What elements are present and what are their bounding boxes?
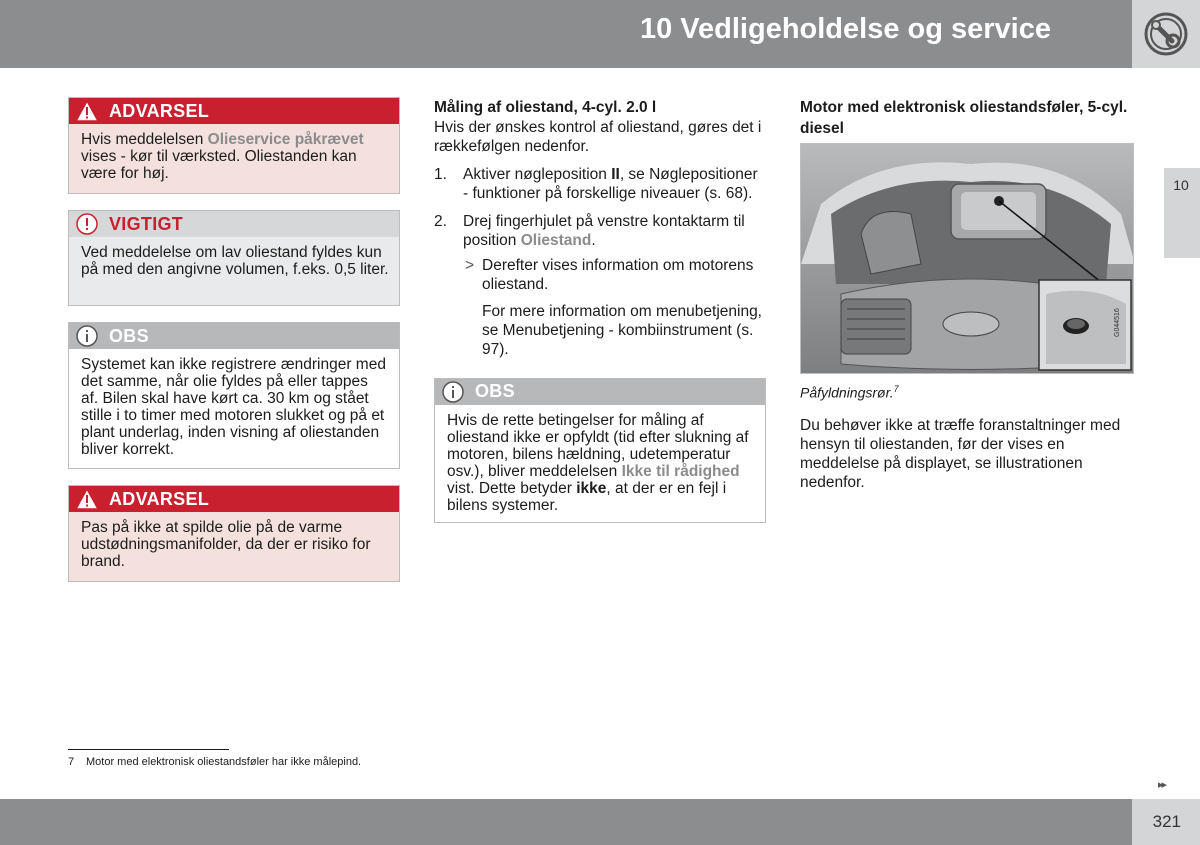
image-caption bbox=[800, 380, 1134, 403]
footnote-ref[interactable]: 7 bbox=[893, 384, 899, 394]
note-box-conditions bbox=[434, 378, 766, 523]
step-text-end: , se Nøglepositioner - funktioner på forskellige niveauer (s. 68). bbox=[463, 166, 758, 202]
step-2 bbox=[434, 212, 766, 250]
more-info-text: For mere information om menubetjening, se Menubetjening - kombiinstrument (s. 97). bbox=[482, 303, 762, 358]
section-heading: Motor med elektronisk oliestandsføler, 5-cyl. diesel bbox=[800, 99, 1128, 137]
important-exclamation-icon bbox=[75, 213, 99, 235]
info-icon bbox=[75, 325, 99, 347]
chapter-tab-label: 10 bbox=[1173, 177, 1189, 193]
page-footer bbox=[0, 799, 1132, 845]
step-text-end: . bbox=[591, 232, 596, 249]
warning-label: ADVARSEL bbox=[109, 489, 210, 509]
chapter-icon-box bbox=[1132, 0, 1200, 68]
step-result bbox=[434, 256, 766, 294]
key-position: II bbox=[611, 166, 620, 183]
warning-text-end: vises - kør til værksted. Oliestanden kan være for høj. bbox=[81, 148, 357, 182]
warning-box-oil-service bbox=[68, 97, 400, 194]
menu-highlight: Oliestand bbox=[520, 232, 592, 249]
important-body: Ved meddelelse om lav oliestand fyldes kun på med den angivne volumen, f.eks. 0,5 liter. bbox=[69, 237, 399, 305]
body-text: Du behøver ikke at træffe foranstaltninger med hensyn til oliestanden, før der vises en meddelelse på displayet, se illustrationen nedenfor. bbox=[800, 416, 1121, 491]
info-icon bbox=[441, 381, 465, 403]
chapter-tab[interactable] bbox=[1164, 168, 1200, 258]
message-highlight: Ikke til rådighed bbox=[621, 463, 740, 480]
intro-text: Hvis der ønskes kontrol af oliestand, gøres det i rækkefølgen nedenfor. bbox=[434, 119, 762, 155]
result-text: Derefter vises information om motorens oliestand. bbox=[482, 257, 754, 293]
important-label: VIGTIGT bbox=[109, 214, 184, 234]
note-text-end: , at der er en fejl i bilens systemer. bbox=[447, 480, 727, 514]
warning-box-oil-spill bbox=[68, 485, 400, 582]
warning-triangle-icon bbox=[75, 100, 99, 122]
engine-bay-illustration bbox=[800, 143, 1134, 374]
footnote-divider bbox=[68, 749, 229, 750]
oil-level-4cyl-section bbox=[434, 97, 766, 523]
warning-body bbox=[69, 124, 399, 193]
next-page-arrows[interactable]: ▸▸ bbox=[1158, 779, 1166, 791]
note-header bbox=[435, 379, 765, 405]
section-heading: Måling af oliestand, 4-cyl. 2.0 l bbox=[434, 99, 657, 116]
step-number: 1. bbox=[434, 166, 447, 183]
note-body bbox=[435, 405, 765, 522]
note-body: Systemet kan ikke registrere ændringer med det samme, når olie fyldes på eller tappes af. Bilen skal have kørt ca. 30 km og stået stille i to timer med motoren slukket og på et plant underlag, inden visning af oliestanden bliver korrekt. bbox=[69, 349, 399, 466]
step-number: 2. bbox=[434, 213, 447, 230]
note-label: OBS bbox=[109, 326, 149, 346]
warning-triangle-icon bbox=[75, 488, 99, 510]
page-number: 321 bbox=[1152, 812, 1181, 831]
warning-text-start: Hvis meddelelsen bbox=[81, 131, 208, 148]
important-box bbox=[68, 210, 400, 306]
page-number-box bbox=[1132, 799, 1200, 845]
note-header bbox=[69, 323, 399, 349]
step-text-start: Aktiver nøgleposition bbox=[463, 166, 612, 183]
important-header bbox=[69, 211, 399, 237]
footnote-text: Motor med elektronisk oliestandsføler har ikke målepind. bbox=[86, 756, 362, 768]
message-highlight: Olieservice påkrævet bbox=[207, 131, 364, 148]
warning-header bbox=[69, 486, 399, 512]
step-1 bbox=[434, 165, 766, 203]
wrench-gear-icon bbox=[1142, 11, 1190, 57]
warning-body: Pas på ikke at spilde olie på de varme udstødningsmanifolder, da der er risiko for brand. bbox=[69, 512, 399, 581]
note-text-middle: vist. Dette betyder bbox=[447, 480, 577, 497]
footnote-number: 7 bbox=[68, 756, 75, 768]
footnote bbox=[68, 756, 361, 768]
note-label: OBS bbox=[475, 381, 515, 401]
warning-header bbox=[69, 98, 399, 124]
warning-label: ADVARSEL bbox=[109, 101, 210, 121]
page-header bbox=[0, 0, 1132, 68]
note-box-registration bbox=[68, 322, 400, 469]
engine-drawing bbox=[801, 144, 1134, 374]
caption-text: Påfyldningsrør. bbox=[800, 384, 894, 401]
note-text-start: Hvis de rette betingelser for måling af oliestand ikke er opfyldt (tid efter slukning af motoren, bilens hældning, udetemperatur osv.), bliver meddelelsen bbox=[447, 412, 749, 480]
emphasis-word: ikke bbox=[576, 480, 607, 497]
step-text-start: Drej fingerhjulet på venstre kontaktarm til position bbox=[463, 213, 745, 249]
oil-sensor-5cyl-section bbox=[800, 97, 1134, 492]
chapter-title: 10 Vedligeholdelse og service bbox=[639, 13, 1051, 45]
result-marker: > bbox=[465, 257, 475, 274]
image-code: G044516 bbox=[1114, 308, 1121, 337]
